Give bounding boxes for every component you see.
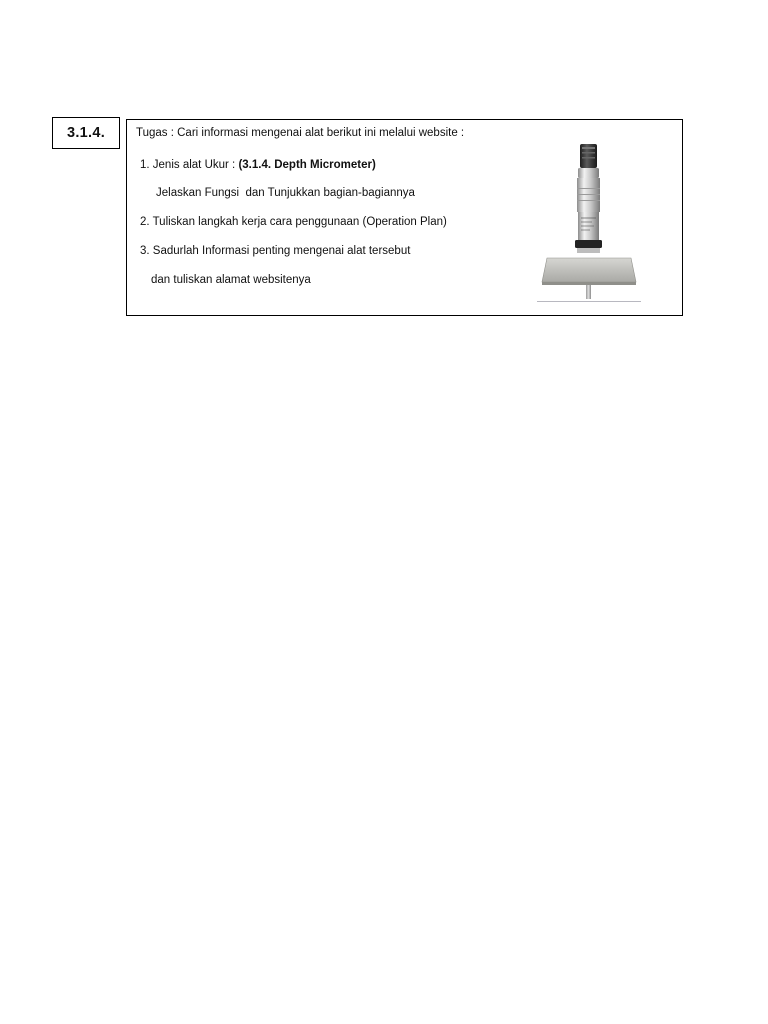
section-number: 3.1.4. <box>52 117 120 149</box>
task-box <box>126 119 683 316</box>
task-item-2: 2. Tuliskan langkah kerja cara penggunaan (Operation Plan) <box>140 216 447 228</box>
depth-micrometer-icon <box>537 138 641 303</box>
task-item-1-subtext: Jelaskan Fungsi dan Tunjukkan bagian-bagiannya <box>156 187 415 199</box>
task-intro: Tugas : Cari informasi mengenai alat berikut ini melalui website : <box>136 127 465 139</box>
task-item-3: 3. Sadurlah Informasi penting mengenai alat tersebut <box>140 245 411 257</box>
task-item-1-label: 1. Jenis alat Ukur : <box>140 159 239 171</box>
task-item-3-subtext: dan tuliskan alamat websitenya <box>151 274 311 286</box>
task-item-1-value: (3.1.4. Depth Micrometer) <box>238 159 376 171</box>
task-item-1 <box>140 158 376 172</box>
